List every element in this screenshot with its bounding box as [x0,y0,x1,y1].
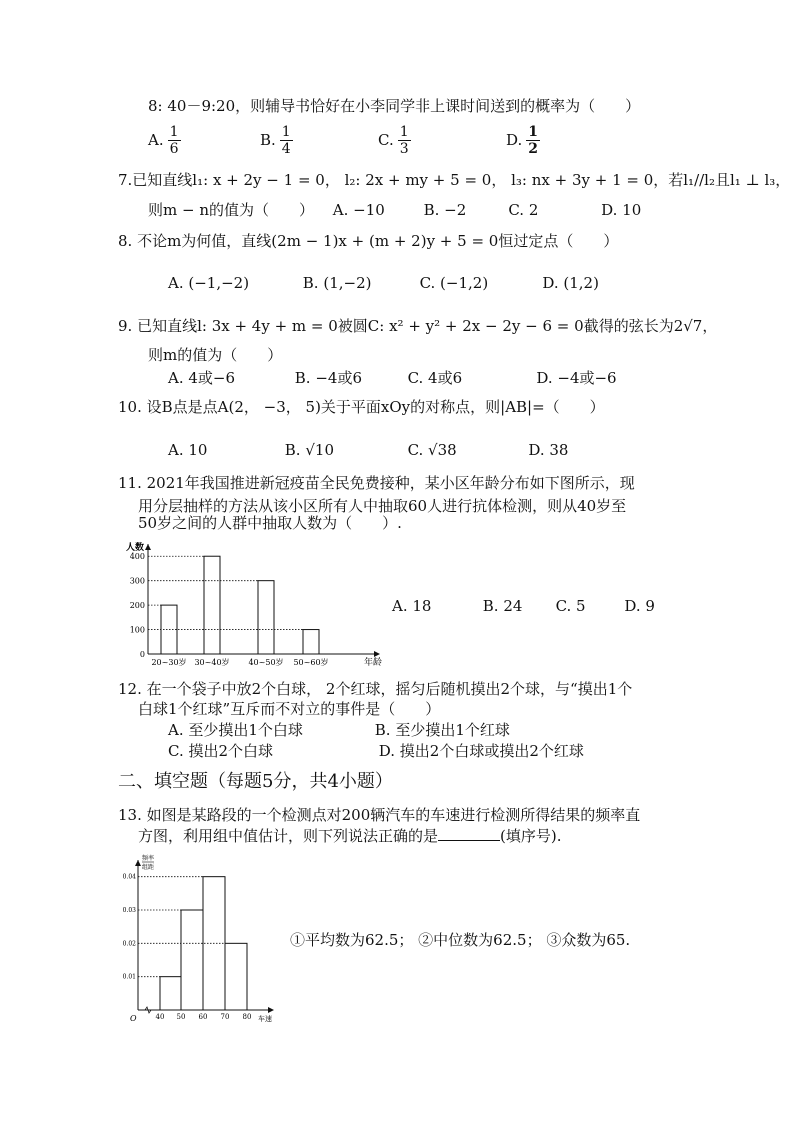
q6-option-a: A. $\frac{1}{6}$ [148,123,179,157]
age-distribution-chart [118,538,390,670]
q9-line1: 9. 已知直线l: 3x + 4y + m = 0被圆C: x² + y² + 2x − 2y − 6 = 0截得的弦长为2√7， [118,317,718,335]
q6-option-d: D. $\frac{1}{2}$ [506,123,539,157]
q8-option-c: C. (−1,2) [419,274,489,292]
q12-option-a: A. 至少摸出1个白球 [168,721,303,739]
y-axis-label: 人数 [126,543,145,553]
y-tick-label: 200 [129,601,145,611]
origin-label: O [130,1014,137,1023]
q12-option-c: C. 摸出2个白球 [168,742,274,760]
q9-line2: 则m的值为（ ） [148,346,283,364]
y-axis-arrow [145,544,151,550]
q10-option-b: B. √10 [284,441,334,459]
x-tick-label: 80 [242,1013,252,1021]
q7-option-c: C. 2 [508,201,539,219]
q8-option-a: A. (−1,−2) [168,274,250,292]
y-axis-label-top: 频率 [142,855,155,862]
speed-histogram [118,852,286,1026]
y-tick-label: 0.04 [122,873,136,881]
q12-option-d: D. 摸出2个白球或摸出2个红球 [378,742,584,760]
q11-option-c: C. 5 [555,597,586,615]
q6-option-b: B. $\frac{1}{4}$ [260,123,291,157]
q7-option-b: B. −2 [423,201,467,219]
q10-option-c: C. √38 [407,441,457,459]
y-tick-label: 0.01 [122,973,136,981]
x-tick-label: 70 [220,1013,230,1021]
y-tick-label: 100 [129,625,145,635]
y-axis-arrow [135,860,141,866]
x-axis-arrow [268,1007,274,1013]
q12-options-row2 [168,741,584,761]
x-tick-label: 50 [176,1013,186,1021]
x-axis-label: 年龄 [364,658,383,668]
q11-line3: 50岁之间的人群中抽取人数为（ ）. [138,514,402,532]
q11-options [392,596,655,616]
answer-blank[interactable] [438,826,500,841]
q8-stem: 8. 不论m为何值，直线(2m − 1)x + (m + 2)y + 5 = 0恒过定点（ ） [118,232,619,250]
y-tick-label: 0.02 [122,940,136,948]
bar [204,556,220,654]
y-tick-label: 400 [129,552,145,562]
x-tick-label: 40 [155,1013,165,1021]
histogram-bar [181,910,203,1010]
q11-line2: 用分层抽样的方法从该小区所有人中抽取60人进行抗体检测，则从40岁至 [138,497,627,515]
x-tick-label: 60 [198,1013,208,1021]
q6-option-c: C. $\frac{1}{3}$ [378,123,409,157]
section-title: 二、填空题（每题5分，共4小题） [118,771,393,792]
q11-line1: 11. 2021年我国推进新冠疫苗全民免费接种，某小区年龄分布如下图所示，现 [118,474,635,492]
q11-option-b: B. 24 [482,597,523,615]
q10-stem: 10. 设B点是点A(2， −3， 5)关于平面xOy的对称点，则|AB|=（ ） [118,398,605,416]
q7-line2: 则m − n的值为（ ） A. −10 B. −2 C. 2 D. 10 [148,201,642,219]
x-axis-label: 车速 [258,1015,272,1023]
q11-option-a: A. 18 [392,597,432,615]
q10-option-d: D. 38 [528,441,569,459]
histogram-bar [160,977,181,1010]
q13-line1: 13. 如图是某路段的一个检测点对200辆汽车的车速进行检测所得结果的频率直 [118,806,641,824]
x-tick-label: 40~50岁 [248,658,284,667]
q13-line2: 方图，利用组中值估计，则下列说法正确的是 (填序号). [138,827,562,845]
q11-option-d: D. 9 [624,597,655,615]
q12-line2: 白球1个红球”互斥而不对立的事件是（ ） [138,700,441,718]
q7-option-a: A. −10 [332,201,385,219]
q7-option-d: D. 10 [601,201,642,219]
q8-option-b: B. (1,−2) [302,274,372,292]
q12-option-b: B. 至少摸出1个红球 [374,721,510,739]
q10-options [168,440,568,460]
y-tick-label: 0.03 [122,907,136,914]
q13-statements: ①平均数为62.5； ②中位数为62.5； ③众数为65. [290,931,631,949]
x-axis-arrow [374,651,380,657]
q6-options [148,120,540,160]
q7-line1: 7.已知直线l₁: x + 2y − 1 = 0， l₂: 2x + my + 5 = 0， l₃: nx + 3y + 1 = 0，若l₁//l₂且l₁ ⊥ l₃， [118,171,791,189]
q12-line1: 12. 在一个袋子中放2个白球， 2个红球，摇匀后随机摸出2个球，与“摸出1个 [118,680,633,698]
histogram-bar [225,943,247,1010]
q9-option-c: C. 4或6 [407,369,463,387]
q9-option-d: D. −4或−6 [536,369,617,387]
y-tick-label: 300 [129,576,145,586]
q9-option-a: A. 4或−6 [168,369,236,387]
x-tick-label: 30~40岁 [194,658,230,667]
y-tick-label: 0 [139,650,145,659]
q9-options [168,368,617,388]
bar [303,630,319,654]
q6-stem: 8: 40－9:20，则辅导书恰好在小李同学非上课时间送到的概率为（ ） [148,97,641,115]
x-tick-label: 20~30岁 [151,658,187,667]
q8-options [168,273,599,293]
y-axis-label-bottom: 组距 [142,864,155,871]
bar [258,581,274,654]
q8-option-d: D. (1,2) [542,274,599,292]
q12-options-row1 [168,720,510,740]
x-tick-label: 50~60岁 [293,658,329,667]
q9-option-b: B. −4或6 [294,369,362,387]
q10-option-a: A. 10 [168,441,208,459]
